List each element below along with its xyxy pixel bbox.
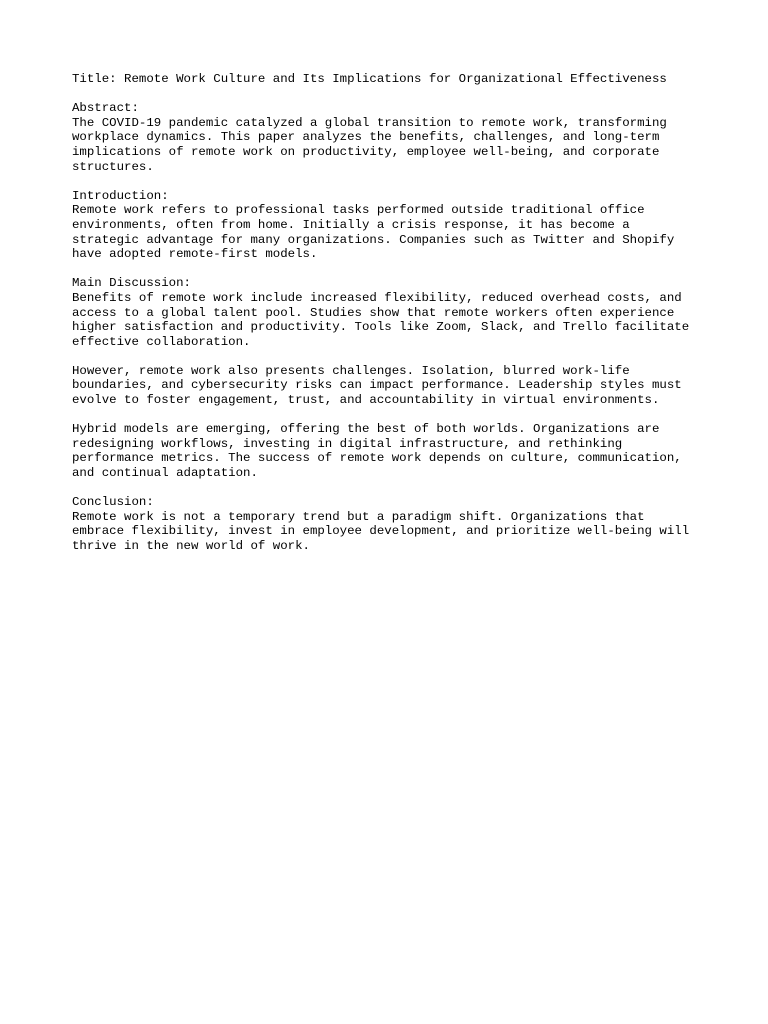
conclusion-line: embrace flexibility, invest in employee development, and prioritize well-being will <box>72 524 690 539</box>
discussion-line: redesigning workflows, investing in digital infrastructure, and rethinking <box>72 436 623 451</box>
title-line: Title: Remote Work Culture and Its Implications for Organizational Effectiveness <box>72 72 667 86</box>
introduction-line: environments, often from home. Initially a crisis response, it has become a <box>72 217 630 232</box>
discussion-line: performance metrics. The success of remote work depends on culture, communication, <box>72 451 682 466</box>
document-page <box>72 72 712 568</box>
abstract-line: The COVID-19 pandemic catalyzed a global transition to remote work, transforming <box>72 115 667 130</box>
abstract-line: implications of remote work on productivity, employee well-being, and corporate <box>72 144 660 159</box>
main-discussion-section <box>72 276 712 349</box>
conclusion-heading: Conclusion: <box>72 495 154 510</box>
introduction-line: strategic advantage for many organizations. Companies such as Twitter and Shopify <box>72 232 675 247</box>
abstract-heading: Abstract: <box>72 101 139 116</box>
document-title <box>72 72 712 87</box>
discussion-paragraph-hybrid <box>72 422 712 480</box>
discussion-line: Hybrid models are emerging, offering the best of both worlds. Organizations are <box>72 422 660 437</box>
discussion-paragraph-challenges <box>72 364 712 408</box>
introduction-section <box>72 189 712 262</box>
discussion-line: boundaries, and cybersecurity risks can impact performance. Leadership styles must <box>72 378 682 393</box>
discussion-line: higher satisfaction and productivity. Tools like Zoom, Slack, and Trello facilitate <box>72 320 690 335</box>
discussion-line: and continual adaptation. <box>72 466 258 481</box>
main-discussion-heading: Main Discussion: <box>72 276 191 291</box>
conclusion-line: thrive in the new world of work. <box>72 539 310 553</box>
conclusion-section <box>72 495 712 553</box>
introduction-heading: Introduction: <box>72 188 169 203</box>
conclusion-line: Remote work is not a temporary trend but a paradigm shift. Organizations that <box>72 509 645 524</box>
introduction-line: Remote work refers to professional tasks performed outside traditional office <box>72 203 645 218</box>
discussion-line: evolve to foster engagement, trust, and accountability in virtual environments. <box>72 393 660 408</box>
discussion-line: Benefits of remote work include increased flexibility, reduced overhead costs, and <box>72 290 682 305</box>
abstract-section <box>72 101 712 174</box>
discussion-line: effective collaboration. <box>72 334 251 349</box>
discussion-line: access to a global talent pool. Studies show that remote workers often experience <box>72 305 675 320</box>
discussion-line: However, remote work also presents challenges. Isolation, blurred work-life <box>72 363 630 378</box>
introduction-line: have adopted remote-first models. <box>72 247 318 262</box>
abstract-line: structures. <box>72 159 154 174</box>
abstract-line: workplace dynamics. This paper analyzes the benefits, challenges, and long-term <box>72 130 660 145</box>
